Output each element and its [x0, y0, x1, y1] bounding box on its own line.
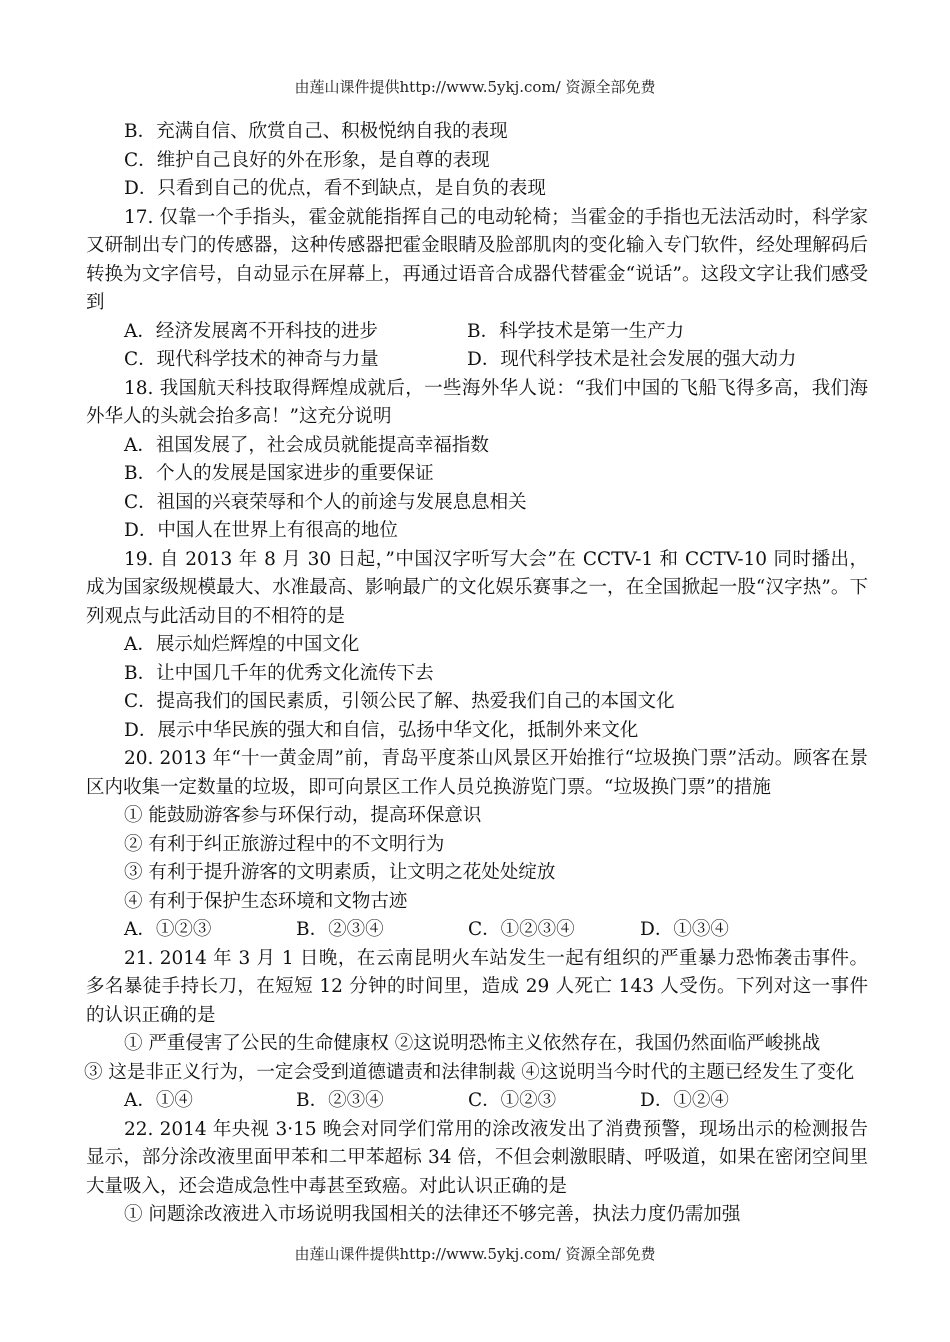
q21-option-c: C．①②③ — [468, 1090, 557, 1111]
q18-stem: 18. 我国航天科技取得辉煌成就后，一些海外华人说：“我们中国的飞船飞得多高，我们海外华人的头就会抬多高！”这充分说明 — [86, 377, 868, 427]
q18-option-b: B．个人的发展是国家进步的重要保证 — [124, 463, 434, 484]
page-footer: 由莲山课件提供http://www.5ykj.com/ 资源全部免费 — [294, 1245, 656, 1263]
q19-stem: 19. 自 2013 年 8 月 30 日起，”中国汉字听写大会”在 CCTV-1 和 CCTV-10 同时播出，成为国家级规模最大、水准最高、影响最广的文化娱乐赛事之一，在全国掀起一股“汉字热”。下列观点与此活动目的不相符的是 — [86, 548, 868, 627]
q20-option-b: B．②③④ — [296, 919, 384, 940]
q16-option-b: B．充满自信、欣赏自己、积极悦纳自我的表现 — [124, 121, 508, 142]
q19-option-b: B．让中国几千年的优秀文化流传下去 — [124, 662, 434, 684]
q17-stem: 17. 仅靠一个手指头，霍金就能指挥自己的电动轮椅；当霍金的手指也无法活动时，科学家又研制出专门的传感器，这种传感器把霍金眼睛及脸部肌肉的变化输入专门软件，经处理解码后转换为文字信号，自动显示在屏幕上，再通过语音合成器代替霍金“说话”。这段文字让我们感受到 — [86, 206, 868, 313]
q17-option-c: C．现代科学技术的神奇与力量 — [124, 349, 379, 370]
q17-options-row-1 — [86, 318, 868, 347]
q17-option-a: A．经济发展离不开科技的进步 — [124, 320, 378, 342]
q20-option-a: A．①②③ — [124, 919, 212, 940]
q17-options-row-2 — [86, 346, 868, 375]
q20-options-row — [86, 916, 868, 945]
q19-option-c: C．提高我们的国民素质，引领公民了解、热爱我们自己的本国文化 — [124, 691, 675, 712]
q20-statement-4: ④ 有利于保护生态环境和文物古迹 — [124, 890, 408, 912]
q21-option-a: A．①④ — [124, 1090, 193, 1111]
q21-statements-3-4: ③ 这是非正义行为，一定会受到道德谴责和法律制裁 ④这说明当今时代的主题已经发生了变化 — [84, 1061, 855, 1083]
q21-options-row — [86, 1087, 868, 1116]
q20-option-d: D．①③④ — [640, 919, 729, 940]
q22-stem: 22. 2014 年央视 3·15 晚会对同学们常用的涂改液发出了消费预警，现场出示的检测报告显示，部分涂改液里面甲苯和二甲苯超标 34 倍，不但会刺激眼睛、呼吸道，如果在密闭空间里大量吸入，还会造成急性中毒甚至致癌。对此认识正确的是 — [86, 1118, 868, 1197]
q20-statement-2: ② 有利于纠正旅游过程中的不文明行为 — [124, 833, 445, 855]
q21-option-d: D．①②④ — [640, 1090, 729, 1111]
page-header: 由莲山课件提供http://www.5ykj.com/ 资源全部免费 — [294, 78, 656, 96]
q21-stem: 21. 2014 年 3 月 1 日晚，在云南昆明火车站发生一起有组织的严重暴力恐怖袭击事件。多名暴徒手持长刀，在短短 12 分钟的时间里，造成 29 人死亡 143 人受伤。下列对这一事件的认识正确的是 — [86, 947, 868, 1026]
q17-option-d: D．现代科学技术是社会发展的强大动力 — [467, 349, 797, 370]
q20-statement-1: ① 能鼓励游客参与环保行动，提高环保意识 — [124, 805, 482, 826]
q17-option-b: B．科学技术是第一生产力 — [467, 320, 685, 342]
q20-stem: 20. 2013 年“十一黄金周”前，青岛平度茶山风景区开始推行“垃圾换门票”活动。顾客在景区内收集一定数量的垃圾，即可向景区工作人员兑换游览门票。“垃圾换门票”的措施 — [86, 748, 868, 798]
q16-option-c: C．维护自己良好的外在形象，是自尊的表现 — [124, 149, 490, 171]
q19-option-d: D．展示中华民族的强大和自信，弘扬中华文化，抵制外来文化 — [124, 719, 639, 741]
q16-option-d: D．只看到自己的优点，看不到缺点，是自负的表现 — [124, 178, 546, 199]
q18-option-d: D．中国人在世界上有很高的地位 — [124, 520, 398, 541]
q22-statement-1: ① 问题涂改液进入市场说明我国相关的法律还不够完善，执法力度仍需加强 — [124, 1204, 741, 1225]
q18-option-a: A．祖国发展了，社会成员就能提高幸福指数 — [124, 434, 489, 456]
q20-option-c: C．①②③④ — [468, 919, 575, 940]
q20-statement-3: ③ 有利于提升游客的文明素质，让文明之花处处绽放 — [124, 862, 556, 883]
q21-option-b: B．②③④ — [296, 1090, 384, 1111]
q18-option-c: C．祖国的兴衰荣辱和个人的前途与发展息息相关 — [124, 491, 527, 513]
document-body — [86, 118, 868, 1230]
q19-option-a: A．展示灿烂辉煌的中国文化 — [124, 634, 360, 655]
q21-statements-1-2: ① 严重侵害了公民的生命健康权 ②这说明恐怖主义依然存在，我国仍然面临严峻挑战 — [124, 1033, 821, 1054]
